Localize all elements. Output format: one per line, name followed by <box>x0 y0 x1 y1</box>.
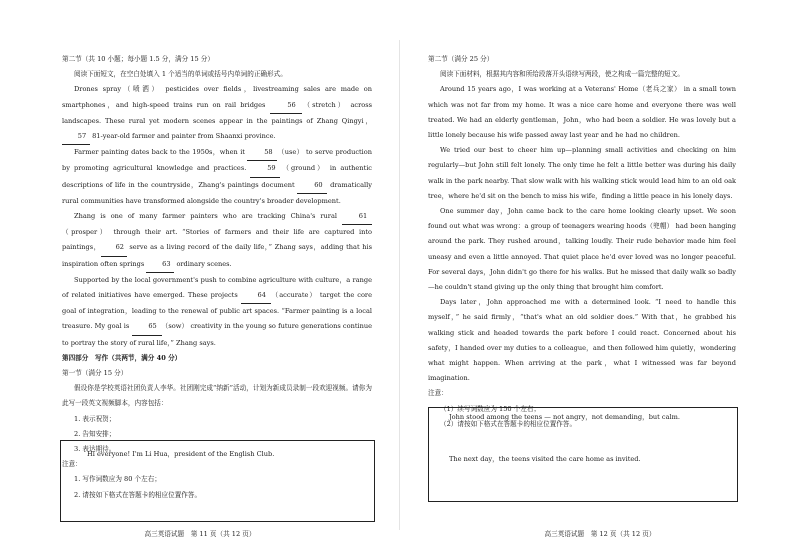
continuation-opening-1: John stood among the teens — not angry，not demanding，but calm. <box>449 413 681 421</box>
section-2-instruction: 阅读下面短文，在空白处填入 1 个适当的单词或括号内单词的正确形式。 <box>74 70 287 79</box>
note-label: 注意： <box>62 460 82 469</box>
blank-65: 65 <box>132 319 162 335</box>
prompt-point: 1. 表示祝贺； <box>74 414 116 423</box>
note-item: 1. 写作词数应为 80 个左右； <box>74 475 161 484</box>
passage-paragraph-2: Farmer painting dates back to the 1950s，when it 58 （use） to serve production by promoting agricultural knowledge and practices. 59 （ground） in authentic descriptions of life in the countryside，Zhang's paintings document 60 dramatically rural communities have transformed alongside the country's broader development. <box>62 145 372 209</box>
note-item: （2）请按如下格式在答题卡的相应位置作答。 <box>440 419 577 428</box>
story-paragraph: One summer day，John came back to the care home looking clearly upset. We soon found out what was wrong：a group of teenagers wearing hoods（兜帽） had been hanging around the park. They rushed around，talking loudly. Their rude behavior made him feel uneasy and even a little annoyed. That quiet place he'd ever loved was no longer peaceful. For several days，John didn't go there for his walks. But he missed that daily walk so badly—he couldn't stand giving up the only thing that brought him comfort. <box>428 207 736 292</box>
blank-63: 63 <box>146 257 174 273</box>
note-label: 注意： <box>428 389 448 398</box>
prompt-point: 2. 告知安排； <box>74 429 116 438</box>
blank-60: 60 <box>297 178 327 194</box>
left-column <box>62 52 372 503</box>
blank-62: 62 <box>101 240 127 256</box>
passage-paragraph-4: Supported by the local government's push to combine agriculture with culture，a range of related initiatives have emerged. These projects 64 （accurate） target the core goal of integration，leading to the renewal of public art spaces. “Farmer painting is a local treasure. My goal is 65 （sow） creativity in the young so future generations continue to portray the story of rural life，” Zhang says. <box>62 275 372 347</box>
continuation-opening-2: The next day，the teens visited the care home as invited. <box>449 455 641 463</box>
page-footer: 高三英语试题 第 11 页（共 12 页） <box>144 530 256 538</box>
section-2-header: 第二节（共 10 小题；每小题 1.5 分，满分 15 分） <box>62 55 214 63</box>
part-4-header: 第四部分 写作（共两节，满分 40 分） <box>62 353 182 362</box>
passage-paragraph-3: Zhang is one of many farmer painters who are tracking China's rural 61（prosper） through their art. “Stories of farmers and their life are captured into paintings， 62 serve as a living record of the daily life，” Zhang says，adding that his inspiration often springs 63 ordinary scenes. <box>62 209 372 273</box>
page-12 <box>400 0 800 558</box>
right-column <box>428 52 736 432</box>
story-paragraph: Days later，John approached me with a determined look. “I need to handle this myself，” he said firmly，“that's what an old soldier does.” With that，he grabbed his walking stick and headed towards the park before I could react. Concerned about his safety，I handed over my duties to a colleague，and then followed him quietly，wondering what might happen. When arriving at the park，what I witnessed was far beyond imagination. <box>428 298 736 383</box>
blank-56: 56 <box>270 98 302 114</box>
section-1-header: 第一节（满分 15 分） <box>62 369 128 378</box>
story-paragraph: Around 15 years ago，I was working at a Veterans' Home（老兵之家） in a small town which was not far from my home. It was a nice care home and everyone there was well treated. We had an elderly gentleman，John，who had been a soldier. He was lovely but a little lonely because his wife passed away last year and he had no children. <box>428 85 736 140</box>
blank-57: 57 <box>62 129 90 145</box>
passage-paragraph-1: Drones spray（喷洒） pesticides over fields，livestreaming sales are made on smartphones，and high-speed trains run on rail bridges 56 （stretch） across landscapes. These rural yet modern scenes appear in the paintings of Zhang Qingyi，57 81-year-old farmer and painter from Shaanxi province. <box>62 82 372 145</box>
box-opening-line: Hi everyone! I'm Li Hua，president of the English Club. <box>87 450 275 458</box>
answer-box <box>60 440 375 522</box>
section-2-instruction: 阅读下面材料，根据其内容和所给段落开头语续写两段，使之构成一篇完整的短文。 <box>440 70 684 79</box>
blank-59: 59 <box>250 161 280 177</box>
blank-64: 64 <box>241 288 271 304</box>
section-1-prompt: 假设你是学校英语社团负责人李华。社团刚完成“纳新”活动，计划为新成员录制一段欢迎视频。请你为此写一段英文视频脚本，内容包括： <box>62 384 372 408</box>
answer-box <box>428 407 738 502</box>
blank-61: 61 <box>342 209 372 225</box>
note-item: 2. 请按如下格式在答题卡的相应位置作答。 <box>74 490 202 499</box>
note-item: （1）续写词数应为 150 个左右； <box>440 404 541 413</box>
section-2-header: 第二节（满分 25 分） <box>428 55 494 63</box>
page-footer: 高三英语试题 第 12 页（共 12 页） <box>544 530 656 538</box>
prompt-point: 3. 表达期待。 <box>74 445 116 454</box>
story-paragraph: We tried our best to cheer him up—planning small activities and checking on him regularly—but John still felt lonely. The only time he felt a little better was during his daily walk in the park nearby. That slow walk with his walking stick would lead him to an old oak tree，where he'd sit on the bench to miss his wife，finding a little peace in his lonely days. <box>428 146 736 200</box>
blank-58: 58 <box>247 145 277 161</box>
